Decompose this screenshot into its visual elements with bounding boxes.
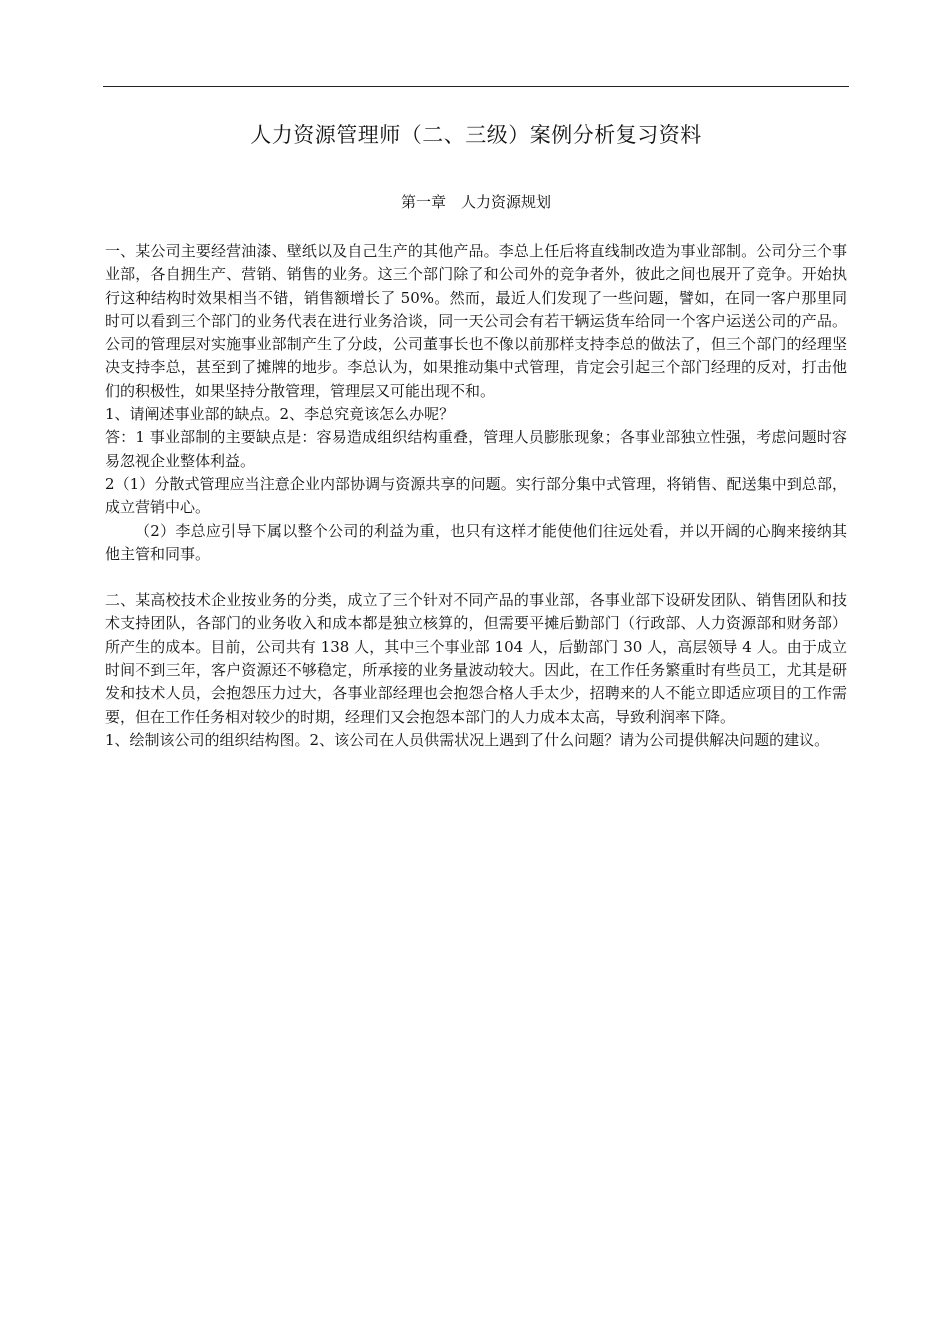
case1-answer-2: 2（1）分散式管理应当注意企业内部协调与资源共享的问题。实行部分集中式管理，将销售、配送集中到总部，成立营销中心。 [105, 474, 847, 517]
case2-paragraph: 二、某高校技术企业按业务的分类，成立了三个针对不同产品的事业部，各事业部下设研发团队、销售团队和技术支持团队，各部门的业务收入和成本都是独立核算的，但需要平摊后勤部门（行政部、人力资源部和财务部）所产生的成本。目前，公司共有 138 人，其中三个事业部 104 人，后勤部门 30 人，高层领导 4 人。由于成立时间不到三年，客户资源还不够稳定，所承接的业务量波动较大。因此，在工作任务繁重时有些员工，尤其是研发和技术人员，会抱怨压力过大，各事业部经理也会抱怨合格人手太少，招聘来的人不能立即适应项目的工作需要，但在工作任务相对较少的时期，经理们又会抱怨本部门的人力成本太高，导致利润率下降。 [105, 591, 847, 726]
document-body [105, 240, 847, 752]
case1-answer-3: （2）李总应引导下属以整个公司的利益为重，也只有这样才能使他们往远处看，并以开阔的心胸来接纳其他主管和同事。 [105, 521, 847, 563]
case1-paragraph: 一、某公司主要经营油漆、壁纸以及自己生产的其他产品。李总上任后将直线制改造为事业部制。公司分三个事业部，各自拥生产、营销、销售的业务。这三个部门除了和公司外的竞争者外，彼此之间也展开了竞争。开始执行这种结构时效果相当不错，销售额增长了 50%。然而，最近人们发现了一些问题，譬如，在同一客户那里同时可以看到三个部门的业务代表在进行业务洽谈，同一天公司会有若干辆运货车给同一个客户运送公司的产品。公司的管理层对实施事业部制产生了分歧，公司董事长也不像以前那样支持李总的做法了，但三个部门的经理坚决支持李总，甚至到了摊牌的地步。李总认为，如果推动集中式管理，肯定会引起三个部门经理的反对，打击他们的积极性，如果坚持分散管理，管理层又可能出现不和。 [105, 242, 847, 400]
chapter-heading: 第一章 人力资源规划 [400, 193, 551, 211]
header-rule [103, 86, 849, 87]
document-title: 人力资源管理师（二、三级）案例分析复习资料 [250, 123, 702, 147]
case1-questions: 1、请阐述事业部的缺点。2、李总究竟该怎么办呢？ [105, 405, 455, 424]
case2-questions: 1、绘制该公司的组织结构图。2、该公司在人员供需状况上遇到了什么问题？请为公司提供解决问题的建议。 [105, 730, 830, 749]
case1-answer-1: 答：1 事业部制的主要缺点是：容易造成组织结构重叠，管理人员膨胀现象；各事业部独立性强，考虑问题时容易忽视企业整体利益。 [105, 428, 847, 470]
paragraph-gap [105, 566, 847, 589]
